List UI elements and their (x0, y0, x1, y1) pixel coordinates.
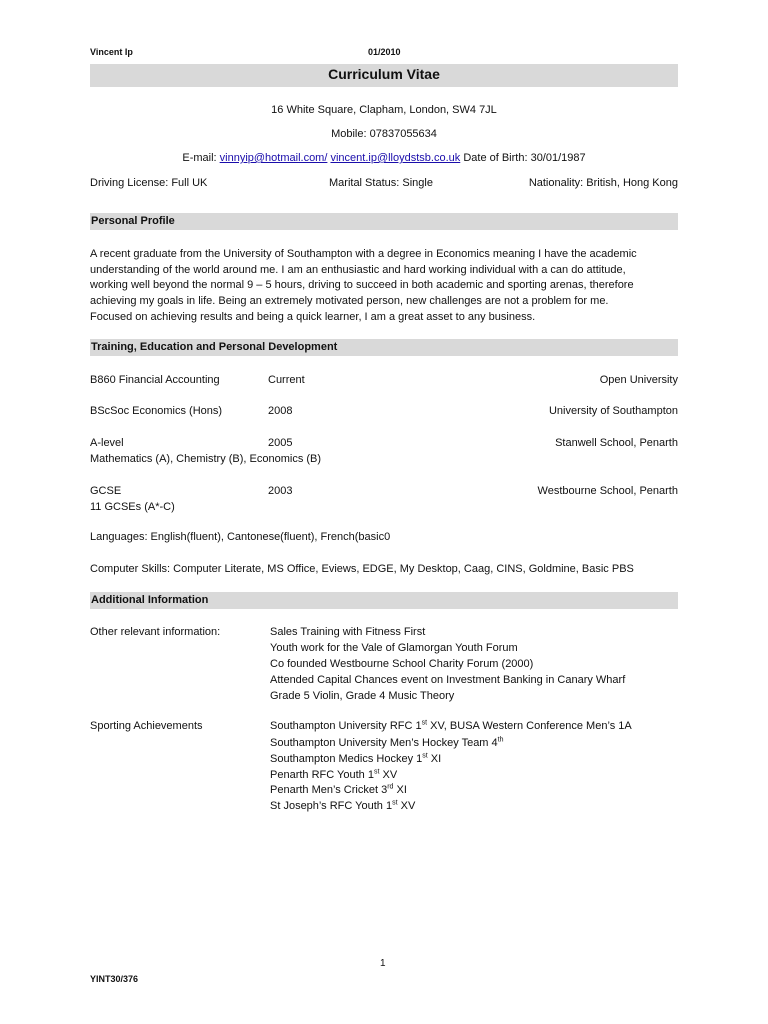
other-item: Co founded Westbourne School Charity Forum (2000) (270, 658, 534, 670)
sport-item-text: Southampton University RFC 1 (270, 720, 422, 732)
profile-line: working well beyond the normal 9 – 5 hours, driving to succeed in both academic and sporting arenas, therefore (90, 279, 634, 291)
education-heading: Training, Education and Personal Development (91, 341, 338, 353)
sport-item-text: Southampton University Men’s Hockey Team 4 (270, 737, 498, 749)
sport-item-text: XV (379, 769, 398, 781)
marital-status: Marital Status: Single (329, 177, 433, 189)
sport-item-sup: th (497, 736, 504, 744)
edu-institution: University of Southampton (548, 405, 678, 417)
sport-item-text: Southampton Medics Hockey 1 (270, 753, 423, 765)
edu-institution: Stanwell School, Penarth (555, 437, 678, 449)
sport-item-text: XV (397, 800, 416, 812)
edu-course: A-level (90, 437, 124, 449)
sport-item (270, 798, 415, 814)
edu-year: 2003 (268, 485, 293, 497)
sport-item (270, 735, 504, 751)
edu-institution: Westbourne School, Penarth (537, 485, 678, 497)
edu-year: 2008 (268, 405, 293, 417)
sport-item (270, 767, 397, 783)
computer-skills: Computer Skills: Computer Literate, MS Office, Eviews, EDGE, My Desktop, Caag, CINS, Goldmine, Basic PBS (90, 563, 634, 575)
sport-item (270, 782, 407, 798)
sport-item-text: XV, BUSA Western Conference Men’s 1A (427, 720, 632, 732)
edu-detail: Mathematics (A), Chemistry (B), Economics (B) (90, 453, 322, 465)
page-title: Curriculum Vitae (328, 66, 440, 82)
email-link-1[interactable]: vinnyip@hotmail.com/ (219, 152, 328, 164)
profile-line: A recent graduate from the University of Southampton with a degree in Economics meaning I have the academic (90, 248, 637, 260)
other-item: Sales Training with Fitness First (270, 626, 426, 638)
sport-label: Sporting Achievements (90, 720, 203, 732)
profile-heading: Personal Profile (91, 215, 175, 227)
sport-item-sup: st (422, 752, 428, 760)
email-link-2[interactable]: vincent.ip@lloydstsb.co.uk (330, 152, 461, 164)
edu-course: GCSE (90, 485, 122, 497)
edu-year: Current (268, 374, 305, 386)
nationality: Nationality: British, Hong Kong (528, 177, 678, 189)
edu-institution: Open University (599, 374, 678, 386)
sport-item-text: St Joseph’s RFC Youth 1 (270, 800, 393, 812)
mobile: Mobile: 07837055634 (331, 128, 437, 140)
profile-line: achieving my goals in life. Being an extremely motivated person, new challenges are not a problem for me. (90, 295, 609, 307)
edu-year: 2005 (268, 437, 293, 449)
profile-line: understanding of the world around me. I am an enthusiastic and hard working individual with a can do attitude, (90, 264, 626, 276)
profile-line: Focused on achieving results and being a quick learner, I am a great asset to any business. (90, 311, 536, 323)
driving-license: Driving License: Full UK (90, 177, 208, 189)
edu-course: BScSoc Economics (Hons) (90, 405, 223, 417)
sport-item-text: Penarth RFC Youth 1 (270, 769, 374, 781)
header-name: Vincent Ip (90, 47, 133, 57)
email-prefix: E-mail: (182, 152, 220, 164)
sport-item-text: XI (393, 784, 407, 796)
dob: Date of Birth: 30/01/1987 (460, 152, 586, 164)
edu-detail: 11 GCSEs (A*-C) (90, 501, 175, 513)
other-label: Other relevant information: (90, 626, 221, 638)
sport-item-text: Penarth Men’s Cricket 3 (270, 784, 388, 796)
additional-heading: Additional Information (91, 594, 209, 606)
sport-item (270, 718, 632, 734)
page-number: 1 (380, 958, 386, 969)
edu-course: B860 Financial Accounting (90, 374, 220, 386)
sport-item-sup: rd (387, 783, 394, 791)
other-item: Attended Capital Chances event on Investment Banking in Canary Wharf (270, 674, 626, 686)
languages: Languages: English(fluent), Cantonese(fluent), French(basic0 (90, 531, 391, 543)
profile-heading-bar (90, 213, 678, 230)
sport-item-text: XI (427, 753, 442, 765)
header-date: 01/2010 (368, 47, 401, 57)
email-line (90, 150, 678, 166)
sport-item-sup: st (421, 719, 428, 727)
sport-item-sup: st (392, 799, 398, 807)
other-item: Youth work for the Vale of Glamorgan Youth Forum (270, 642, 518, 654)
address: 16 White Square, Clapham, London, SW4 7JL (271, 104, 497, 116)
footer-ref: YINT30/376 (90, 974, 139, 984)
sport-item-sup: st (373, 768, 380, 776)
sport-item (270, 751, 441, 767)
other-item: Grade 5 Violin, Grade 4 Music Theory (270, 690, 455, 702)
